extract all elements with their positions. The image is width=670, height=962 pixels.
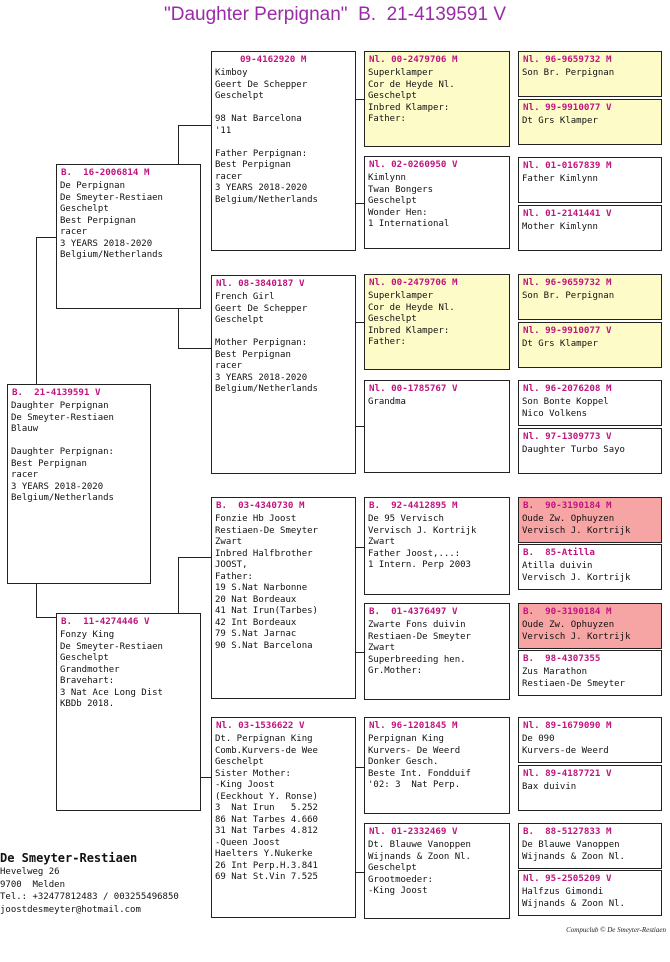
ring-number: Nl. 99-9910077 V	[523, 102, 612, 113]
pigeon-card-g3[interactable]	[518, 157, 662, 203]
pigeon-details: Atilla duivin Vervisch J. Kortrijk	[522, 561, 631, 583]
ring-number: Nl. 96-9659732 M	[523, 54, 612, 65]
connector-line	[178, 557, 212, 558]
pigeon-card-g12[interactable]	[518, 650, 662, 696]
pigeon-card-g6[interactable]	[518, 322, 662, 368]
pigeon-card-sss[interactable]	[364, 51, 510, 147]
pigeon-details: French Girl Geert De Schepper Geschelpt Mother Perpignan: Best Perpignan racer 3 YEARS 2018-2020 Belgium/Netherlands	[215, 292, 318, 394]
connector-line	[178, 125, 179, 165]
pigeon-details: Father Kimlynn	[522, 174, 598, 184]
pigeon-details: Dt. Blauwe Vanoppen Wijnands & Zoon Nl. Geschelpt Grootmoeder: -King Joost	[368, 840, 471, 896]
pigeon-card-ddd[interactable]	[364, 823, 510, 919]
pigeon-card-dam[interactable]	[56, 613, 201, 811]
pigeon-details: De Blauwe Vanoppen Wijnands & Zoon Nl.	[522, 840, 625, 862]
pigeon-card-dam-dam[interactable]	[211, 717, 356, 918]
ring-number: Nl. 03-1536622 V	[216, 720, 305, 731]
connector-line	[36, 583, 37, 617]
pigeon-card-g8[interactable]	[518, 428, 662, 474]
pigeon-details: Grandma	[368, 397, 406, 407]
pigeon-details: Oude Zw. Ophuyzen Vervisch J. Kortrijk	[522, 514, 631, 536]
pigeon-details: Son Br. Perpignan	[522, 291, 615, 301]
pigeon-details: Fonzie Hb Joost Restiaen-De Smeyter Zwart Inbred Halfbrother JOOST, Father: 19 S.Nat Narbonne 20 Nat Bordeaux 41 Nat Irun(Tarbes) 42 Int Bordeaux 79 S.Nat Jarnac 90 S.Nat Barcelona	[215, 514, 318, 651]
owner-address: Hevelweg 26	[0, 867, 60, 877]
pigeon-details: Mother Kimlynn	[522, 222, 598, 232]
pigeon-details: Fonzy King De Smeyter-Restiaen Geschelpt Grandmother Bravehart: 3 Nat Ace Long Dist KBDb 2018.	[60, 630, 163, 709]
pigeon-card-sds[interactable]	[364, 274, 510, 370]
ring-number: B. 90-3190184 M	[523, 606, 612, 617]
pigeon-card-ssd[interactable]	[364, 156, 510, 249]
pigeon-card-g15[interactable]	[518, 823, 662, 869]
pigeon-card-g7[interactable]	[518, 380, 662, 426]
pigeon-card-dss[interactable]	[364, 497, 510, 595]
pigeon-details: Kimlynn Twan Bongers Geschelpt Wonder Hen: 1 International	[368, 173, 450, 229]
pigeon-details: Superklamper Cor de Heyde Nl. Geschelpt Inbred Klamper: Father:	[368, 68, 455, 124]
pigeon-details: Daughter Turbo Sayo	[522, 445, 625, 455]
ring-number: Nl. 96-1201845 M	[369, 720, 458, 731]
ring-number: B. 11-4274446 V	[61, 616, 150, 627]
pigeon-card-subject[interactable]	[7, 384, 151, 584]
ring-number: B. 16-2006814 M	[61, 167, 150, 178]
pigeon-details: Dt Grs Klamper	[522, 339, 598, 349]
ring-number: B. 01-4376497 V	[369, 606, 458, 617]
ring-number: Nl. 08-3840187 V	[216, 278, 305, 289]
pedigree-title: "Daughter Perpignan" B. 21-4139591 V	[164, 4, 506, 25]
ring-number: Nl. 00-2479706 M	[369, 54, 458, 65]
pigeon-card-sire-sire[interactable]	[211, 51, 356, 251]
pigeon-card-g5[interactable]	[518, 274, 662, 320]
ring-number: Nl. 01-0167839 M	[523, 160, 612, 171]
pigeon-card-g13[interactable]	[518, 717, 662, 763]
ring-number: Nl. 89-1679090 M	[523, 720, 612, 731]
owner-email[interactable]: joostdesmeyter@hotmail.com	[0, 904, 141, 915]
ring-number: B. 03-4340730 M	[216, 500, 305, 511]
pigeon-card-dam-sire[interactable]	[211, 497, 356, 699]
pigeon-card-g4[interactable]	[518, 205, 662, 251]
pigeon-details: Daughter Perpignan De Smeyter-Restiaen Blauw Daughter Perpignan: Best Perpignan racer 3 YEARS 2018-2020 Belgium/Netherlands	[11, 401, 114, 503]
pigeon-card-sire-dam[interactable]	[211, 275, 356, 474]
pigeon-card-g11[interactable]	[518, 603, 662, 649]
pigeon-card-g9[interactable]	[518, 497, 662, 543]
ring-number: Nl. 00-1785767 V	[369, 383, 458, 394]
ring-number: Nl. 96-2076208 M	[523, 383, 612, 394]
ring-number: Nl. 99-9910077 V	[523, 325, 612, 336]
pigeon-details: Zus Marathon Restiaen-De Smeyter	[522, 667, 625, 689]
pigeon-details: Son Br. Perpignan	[522, 68, 615, 78]
owner-city: 9700 Melden	[0, 879, 66, 890]
ring-number: B. 21-4139591 V	[12, 387, 101, 398]
pigeon-details: Halfzus Gimondi Wijnands & Zoon Nl.	[522, 887, 625, 909]
pigeon-details: Superklamper Cor de Heyde Nl. Geschelpt Inbred Klamper: Father:	[368, 291, 455, 347]
pigeon-card-g16[interactable]	[518, 870, 662, 916]
pigeon-card-sdd[interactable]	[364, 380, 510, 473]
pigeon-details: Perpignan King Kurvers- De Weerd Donker Gesch. Beste Int. Fondduif '02: 3 Nat Perp.	[368, 734, 471, 790]
pigeon-details: Zwarte Fons duivin Restiaen-De Smeyter Zwart Superbreeding hen. Gr.Mother:	[368, 620, 471, 676]
pigeon-details: Bax duivin	[522, 782, 577, 792]
ring-number: 09-4162920 M	[240, 54, 307, 65]
ring-number: B. 90-3190184 M	[523, 500, 612, 511]
ring-number: B. 88-5127833 M	[523, 826, 612, 837]
ring-number: B. 92-4412895 M	[369, 500, 458, 511]
ring-number: Nl. 02-0260950 V	[369, 159, 458, 170]
owner-phone[interactable]: Tel.: +32477812483 / 003255496850	[0, 892, 179, 902]
ring-number: Nl. 01-2332469 V	[369, 826, 458, 837]
ring-number: Nl. 89-4187721 V	[523, 768, 612, 779]
owner-name: De Smeyter-Restiaen	[0, 851, 138, 865]
connector-line	[36, 617, 57, 618]
connector-line	[178, 125, 212, 126]
pigeon-details: De 95 Vervisch Vervisch J. Kortrijk Zwart Father Joost,...: 1 Intern. Perp 2003	[368, 514, 477, 570]
pigeon-card-g14[interactable]	[518, 765, 662, 811]
ring-number: B. 98-4307355	[523, 653, 601, 664]
ring-number: Nl. 01-2141441 V	[523, 208, 612, 219]
pigeon-details: De Perpignan De Smeyter-Restiaen Geschelpt Best Perpignan racer 3 YEARS 2018-2020 Belgium/Netherlands	[60, 181, 163, 260]
connector-line	[36, 237, 37, 385]
pigeon-card-sire[interactable]	[56, 164, 201, 309]
ring-number: Nl. 97-1309773 V	[523, 431, 612, 442]
owner-info	[0, 850, 179, 916]
pigeon-details: Dt Grs Klamper	[522, 116, 598, 126]
pigeon-card-g2[interactable]	[518, 99, 662, 145]
pigeon-details: Kimboy Geert De Schepper Geschelpt 98 Nat Barcelona '11 Father Perpignan: Best Perpignan racer 3 YEARS 2018-2020 Belgium/Netherlands	[215, 68, 318, 205]
connector-line	[36, 237, 57, 238]
pigeon-card-g10[interactable]	[518, 544, 662, 590]
footer-credit: Compuclub © De Smeyter-Restiaen	[566, 926, 666, 934]
pigeon-details: Son Bonte Koppel Nico Volkens	[522, 397, 609, 419]
pigeon-details: De 090 Kurvers-de Weerd	[522, 734, 609, 756]
pigeon-card-dsd[interactable]	[364, 603, 510, 700]
pigeon-details: Dt. Perpignan King Comb.Kurvers-de Wee Geschelpt Sister Mother: -King Joost (Eeckhout Y. Ronse) 3 Nat Irun 5.252 86 Nat Tarbes 4.660 31 Nat Tarbes 4.812 -Queen Joost Haelters Y.Nukerke 26 Int Perp.H.3.841 69 Nat St.Vin 7.525	[215, 734, 318, 882]
ring-number: B. 85-Atilla	[523, 547, 595, 558]
ring-number: Nl. 96-9659732 M	[523, 277, 612, 288]
ring-number: Nl. 00-2479706 M	[369, 277, 458, 288]
connector-line	[178, 348, 212, 349]
connector-line	[178, 308, 179, 348]
pigeon-card-dds[interactable]	[364, 717, 510, 814]
pigeon-card-g1[interactable]	[518, 51, 662, 97]
ring-number: Nl. 95-2505209 V	[523, 873, 612, 884]
connector-line	[178, 557, 179, 614]
pigeon-details: Oude Zw. Ophuyzen Vervisch J. Kortrijk	[522, 620, 631, 642]
